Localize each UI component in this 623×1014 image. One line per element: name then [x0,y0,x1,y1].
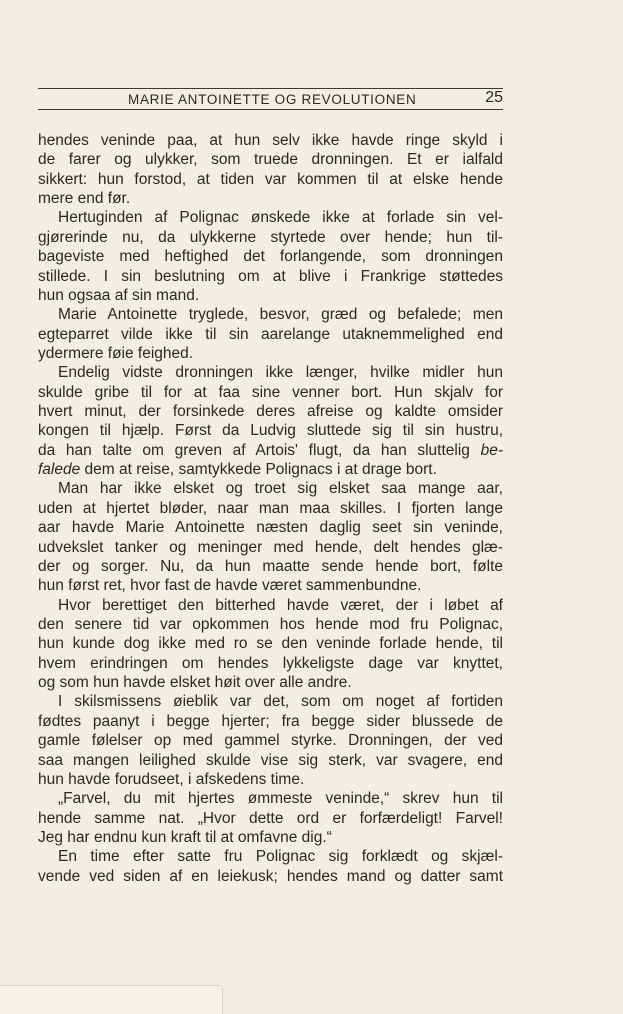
text-line: skulde gribe til for at faa sine venner bort. Hun skjalv for [38,383,503,401]
page-edge-strip [0,985,223,1014]
text-line: egteparret vilde ikke til sin aarelange utaknemmelighed end [38,325,503,343]
text-line: den senere tid var opkommen hos hende mod fru Polignac, [38,615,503,633]
text-line: hendes veninde paa, at hun selv ikke havde ringe skyld i [38,132,503,149]
text-line: hun kunde dog ikke med ro se den veninde forlade hende, til [38,635,503,653]
body-text [38,131,503,886]
text-line: hvert minut, der forsinkede deres afreise og kaldte omsider [38,403,503,421]
text-line: bageviste med heftighed det forlangende, som dronningen [38,248,503,266]
text-line: „Farvel, du mit hjertes ømmeste veninde,“ skrev hun til [58,790,503,808]
text-line: hun havde forudseet, i afskedens time. [38,770,305,788]
text-line: de farer og ulykker, som truede dronningen. Et er ialfald [38,151,503,169]
text-line: Hvor berettiget den bitterhed havde været, der i løbet af [58,596,503,614]
text-line: hende samme nat. „Hvor dette ord er forfærdeligt! Farvel! [38,809,503,827]
text-line: En time efter satte fru Polignac sig forklædt og skjæl- [58,848,503,866]
text-line: og som hun havde elsket høit over alle andre. [38,674,352,692]
text-line: aar havde Marie Antoinette næsten daglig seet sin veninde, [38,519,503,537]
running-header [38,88,503,110]
text-line: da han talte om greven af Artois' flugt, da han sluttelig be- [38,441,503,459]
text-line: mere end før. [38,190,131,208]
text-line: Marie Antoinette tryglede, besvor, græd og befalede; men [58,306,503,324]
text-line: hvem erindringen om hendes lykkeligste dage var knyttet, [38,654,503,672]
header-rule-top [38,88,503,89]
text-line: falede dem at reise, samtykkede Polignacs i at drage bort. [38,461,437,479]
text-line: Endelig vidste dronningen ikke længer, hvilke midler hun [58,364,503,382]
text-line: stillede. I sin beslutning om at blive i Frankrige støttedes [38,267,503,285]
text-line: hun først ret, hvor fast de havde været sammenbundne. [38,577,422,595]
text-line: hun ogsaa af sin mand. [38,286,200,304]
text-line: Jeg har endnu kun kraft til at omfavne dig.“ [38,828,332,846]
text-line: udvekslet tanker og meninger med hende, delt hendes glæ- [38,538,503,556]
text-line: I skilsmissens øieblik var det, som om noget af fortiden [58,693,503,711]
text-line: sikkert: hun forstod, at tiden var kommen til at elske hende [38,170,503,188]
text-line: der og sorger. Nu, da hun maatte sende hende bort, følte [38,557,503,575]
running-title: MARIE ANTOINETTE OG REVOLUTIONEN [128,92,417,107]
header-rule-bottom [38,109,503,110]
text-line: ydermere føie feighed. [38,344,194,362]
text-line: Man har ikke elsket og troet sig elsket saa mange aar, [58,480,503,498]
text-line: kongen til hjælp. Først da Ludvig sluttede sig til sin hustru, [38,422,503,440]
page-number: 25 [485,89,503,106]
text-line: saa mangen leilighed skulde vise sig sterk, var svagere, end [38,751,503,769]
text-line: uden at hjertet bløder, naar man maa skilles. I fjorten lange [38,499,503,517]
text-line: gjørerinde nu, da ulykkerne styrtede over hende; hun til- [38,228,503,246]
text-line: gamle følelser op med gammel styrke. Dronningen, der ved [38,732,503,750]
text-line: fødtes paanyt i begge hjerter; fra begge sider blussede de [38,712,503,730]
text-line: vende ved siden af en leiekusk; hendes mand og datter samt [38,867,503,885]
text-line: Hertuginden af Polignac ønskede ikke at forlade sin vel- [58,209,503,227]
